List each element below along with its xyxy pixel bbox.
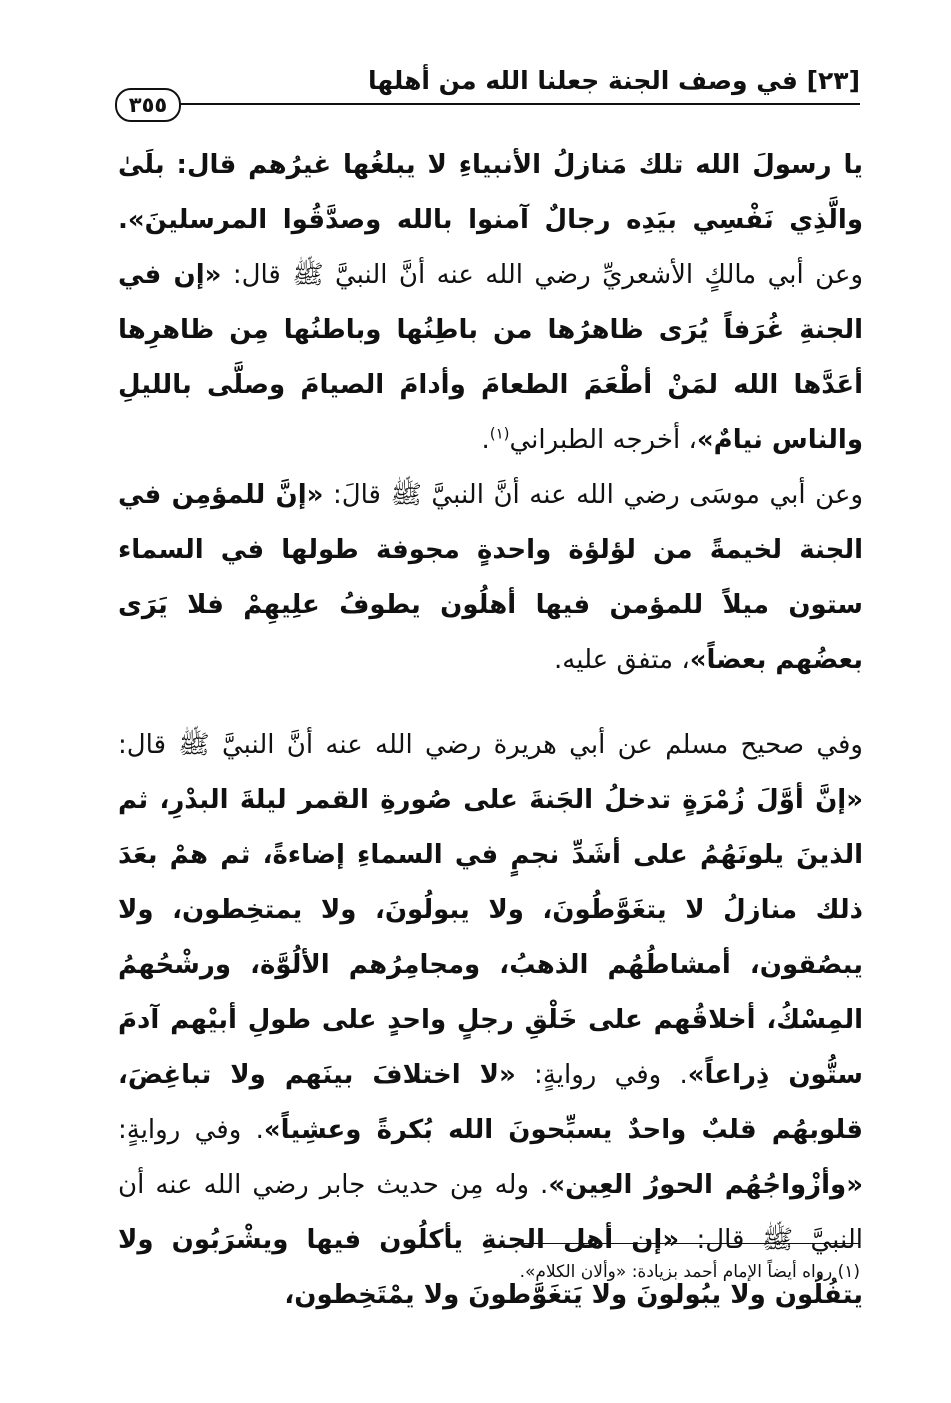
narration-text: . وفي روايةٍ: [515,1060,688,1090]
hadith-text: «إنَّ للمؤمِن في الجنة لخيمةً من لؤلؤة واحدةٍ مجوفة طولها في السماء ستون ميلاً للمؤمن فيها أهلُون يطوفُ علِيهِمْ فلا يَرَى بعضُهم بعضاً» [118,480,863,675]
paragraph-2 [118,468,863,688]
header-rule [170,103,860,105]
hadith-text: «وأزْواجُهُم الحورُ العِين» [548,1170,863,1200]
page-number: ٣٥٥ [115,88,181,122]
hadith-text: «إنَّ أوَّلَ زُمْرَةٍ تدخلُ الجَنةَ على صُورةِ القمر ليلةَ البدْرِ، ثم الذينَ يلونَهُمُ على أشَدِّ نجمٍ في السماءِ إضاءةً، ثم همْ بعَدَ ذلك منازلُ لا يتغَوَّطُونَ، ولا يبولُونَ، ولا يمتخِطون، ولا يبصُقون، أمشاطُهُم الذهبُ، ومجامِرُهم الألُوَّة، ورشْحُهمُ المِسْكُ، أخلاقُهم على خَلْقِ رجلٍ واحدٍ على طولِ أبيْهم آدمَ ستُّون ذِراعاً» [118,785,863,1090]
punctuation: . [481,425,490,455]
page-header [115,66,860,117]
source-text: ، أخرجه الطبراني [509,425,697,455]
hadith-text: يا رسولَ الله تلك مَنازلُ الأنبياءِ لا يبلغُها غيرُهم قال: بلَىٰ والَّذِي نَفْسِي بيَدِه رجالٌ آمنوا بالله وصدَّقُوا المرسلينَ». [118,150,863,235]
footnote-reference: (١) [489,424,510,443]
footnote-rule [515,1243,860,1244]
narration-text: وعن أبي موسَى رضي الله عنه أنَّ النبيَّ ﷺ قالَ: [323,480,864,510]
narration-text: . وفي روايةٍ: [118,1115,264,1145]
running-title: [٢٣] في وصف الجنة جعلنا الله من أهلها [367,66,860,95]
source-text: ، متفق عليه. [554,645,690,675]
body-text [118,138,863,1323]
narration-text: . وله مِن حديث جابر رضي الله عنه أن النبيَّ ﷺ قال: [118,1170,863,1255]
paragraph-1 [118,138,863,468]
hadith-text: «إن أهل الجنةِ يأكلُون فيها ويشْرَبُون ولا يتفُلُون ولا يبُولونَ ولا يَتغَوَّطونَ ولا يمْتَخِطون، [118,1225,863,1310]
narration-text: وعن أبي مالكٍ الأشعريِّ رضي الله عنه أنَّ النبيَّ ﷺ قال: [221,260,864,290]
footnote: (١) رواه أيضاً الإمام أحمد بزيادة: «وألان الكلام». [519,1262,860,1282]
hadith-text: «لا اختلافَ بينَهم ولا تباغِضَ، قلوبهُم قلبٌ واحدٌ يسبِّحونَ الله بُكرةً وعشِياً» [118,1060,863,1145]
narration-text: وفي صحيح مسلم عن أبي هريرة رضي الله عنه أنَّ النبيَّ ﷺ قال: [118,730,863,760]
hadith-text: «إن في الجنةِ غُرَفاً يُرَى ظاهرُها من باطِنُها وباطنُها مِن ظاهرِها أعَدَّها الله لمَنْ أطْعَمَ الطعامَ وأدامَ الصيامَ وصلَّى بالليلِ والناس نيامٌ» [118,260,863,455]
paragraph-3 [118,718,863,1323]
